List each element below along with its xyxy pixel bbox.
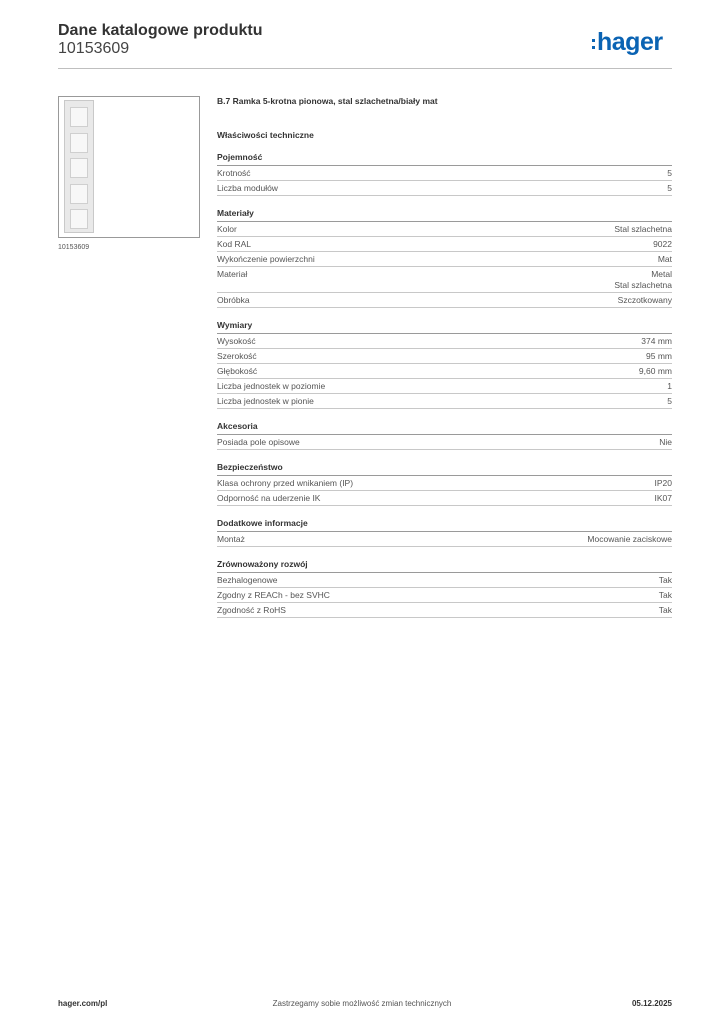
property-row (217, 603, 672, 618)
property-value: 1 (667, 381, 672, 391)
product-number: 10153609 (58, 40, 130, 57)
property-value: Metal Stal szlachetna (614, 269, 672, 290)
document-title: Dane katalogowe produktu (58, 22, 263, 39)
group-title: Pojemność (217, 152, 672, 166)
property-value: Szczotkowany (617, 295, 672, 305)
frame-slot (70, 184, 88, 204)
image-caption: 10153609 (58, 244, 90, 251)
property-row (217, 364, 672, 379)
property-value: IK07 (654, 493, 672, 503)
footer-date: 05.12.2025 (631, 999, 672, 1008)
property-value: 5 (667, 183, 672, 193)
logo-text: hager (597, 27, 663, 56)
property-label: Obróbka (217, 295, 250, 305)
property-value: 5 (667, 396, 672, 406)
property-groups (217, 152, 672, 618)
property-row (217, 573, 672, 588)
property-value: 374 mm (641, 336, 672, 346)
property-label: Liczba jednostek w poziomie (217, 381, 326, 391)
property-label: Liczba jednostek w pionie (217, 396, 314, 406)
property-label: Krotność (217, 168, 251, 178)
property-value: Tak (658, 590, 672, 600)
property-value: 9022 (653, 239, 672, 249)
property-value: Stal szlachetna (614, 224, 672, 234)
frame-slot (70, 133, 88, 153)
property-value: Mat (657, 254, 672, 264)
property-row (217, 267, 672, 293)
frame-slot (70, 107, 88, 127)
product-content (217, 96, 672, 618)
property-value: IP20 (654, 478, 672, 488)
group-title: Materiały (217, 208, 672, 222)
property-label: Wysokość (217, 336, 256, 346)
property-label: Posiada pole opisowe (217, 437, 300, 447)
property-row (217, 222, 672, 237)
frame-slot (70, 158, 88, 178)
footer-disclaimer: Zastrzegamy sobie możliwość zmian technicznych (272, 999, 452, 1008)
product-image (58, 96, 200, 238)
property-row (217, 181, 672, 196)
property-group (217, 152, 672, 196)
property-group (217, 421, 672, 450)
property-label: Montaż (217, 534, 245, 544)
property-label: Szerokość (217, 351, 257, 361)
property-group (217, 559, 672, 618)
property-row (217, 476, 672, 491)
group-title: Wymiary (217, 320, 672, 334)
group-title: Zrównoważony rozwój (217, 559, 672, 573)
property-value: 95 mm (646, 351, 672, 361)
product-name: B.7 Ramka 5-krotna pionowa, stal szlachetna/biały mat (217, 96, 438, 106)
group-title: Bezpieczeństwo (217, 462, 672, 476)
property-value: Tak (658, 605, 672, 615)
group-title: Dodatkowe informacje (217, 518, 672, 532)
property-row (217, 166, 672, 181)
property-label: Odporność na uderzenie IK (217, 493, 321, 503)
property-value: 5 (667, 168, 672, 178)
property-label: Kolor (217, 224, 237, 234)
property-label: Wykończenie powierzchni (217, 254, 315, 264)
group-title: Akcesoria (217, 421, 672, 435)
property-row (217, 588, 672, 603)
property-row (217, 532, 672, 547)
property-row (217, 349, 672, 364)
logo-mark-icon (592, 39, 595, 49)
property-value: 9,60 mm (638, 366, 672, 376)
header-divider (58, 68, 672, 69)
property-value: Mocowanie zaciskowe (587, 534, 672, 544)
property-label: Głębokość (217, 366, 258, 376)
frame-slot (70, 209, 88, 229)
property-group (217, 462, 672, 506)
property-row (217, 334, 672, 349)
property-label: Materiał (217, 269, 248, 279)
property-label: Bezhalogenowe (217, 575, 278, 585)
property-label: Liczba modułów (217, 183, 278, 193)
property-row (217, 237, 672, 252)
frame-illustration (64, 100, 94, 233)
property-row (217, 394, 672, 409)
property-group (217, 518, 672, 547)
property-group (217, 320, 672, 409)
property-label: Zgodny z REACh - bez SVHC (217, 590, 330, 600)
property-group (217, 208, 672, 308)
property-value: Nie (659, 437, 672, 447)
property-row (217, 252, 672, 267)
property-label: Zgodność z RoHS (217, 605, 286, 615)
property-label: Klasa ochrony przed wnikaniem (IP) (217, 478, 354, 488)
property-row (217, 293, 672, 308)
hager-logo (592, 27, 663, 57)
property-label: Kod RAL (217, 239, 252, 249)
property-value: Tak (658, 575, 672, 585)
property-row (217, 435, 672, 450)
footer-website[interactable]: hager.com/pl (58, 999, 108, 1008)
property-row (217, 379, 672, 394)
property-row (217, 491, 672, 506)
technical-properties-title: Właściwości techniczne (217, 130, 314, 140)
